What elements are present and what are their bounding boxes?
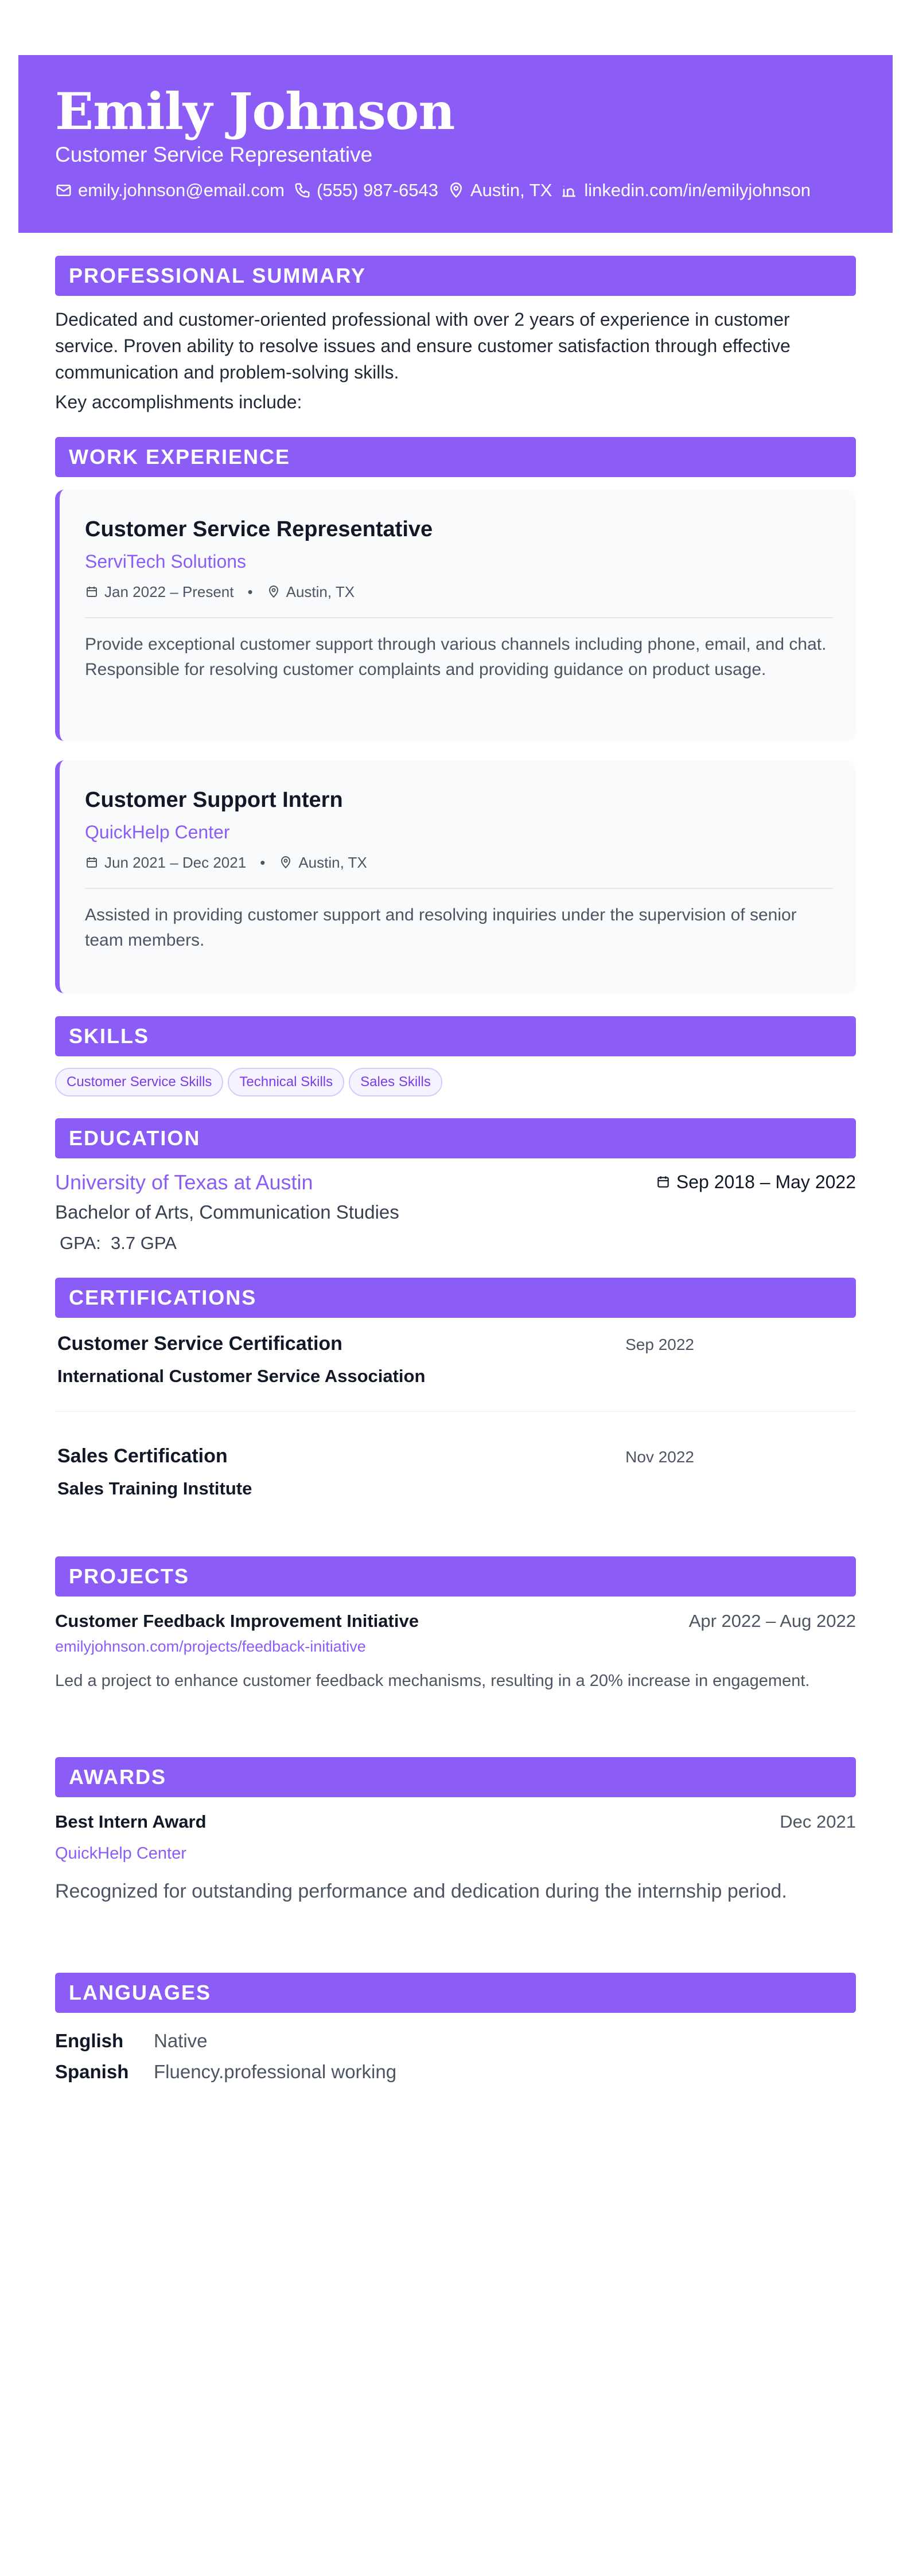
job-company: ServiTech Solutions — [85, 551, 247, 572]
project-link[interactable]: emilyjohnson.com/projects/feedback-initiative — [55, 1638, 366, 1655]
education-dates-wrap — [656, 1172, 856, 1193]
language-name: English — [55, 2030, 124, 2051]
phone-icon — [294, 182, 311, 199]
email-text: emily.johnson@email.com — [78, 180, 285, 200]
calendar-icon — [85, 856, 99, 869]
location-text: Austin, TX — [470, 180, 552, 200]
languages-list — [55, 2025, 856, 2087]
section-heading-skills: SKILLS — [55, 1016, 856, 1056]
job-location: Austin, TX — [298, 854, 367, 871]
calendar-icon — [656, 1174, 671, 1189]
certification-divider — [55, 1411, 856, 1412]
award-organization: QuickHelp Center — [55, 1844, 186, 1863]
job-card — [55, 760, 856, 993]
contact-email[interactable] — [55, 179, 285, 202]
calendar-icon — [85, 585, 99, 599]
certification-date: Nov 2022 — [625, 1448, 694, 1466]
gpa-value: 3.7 GPA — [111, 1233, 177, 1253]
project-dates: Apr 2022 – Aug 2022 — [688, 1611, 856, 1631]
job-divider — [85, 617, 833, 618]
skill-tag: Technical Skills — [228, 1068, 344, 1096]
certification-name: Customer Service Certification — [57, 1333, 342, 1355]
job-dates: Jan 2022 – Present — [104, 583, 234, 600]
certification-name: Sales Certification — [57, 1445, 228, 1467]
separator-dot: • — [247, 583, 253, 600]
language-level: Fluency.professional working — [154, 2061, 397, 2082]
award-entry — [55, 1810, 856, 1905]
resume-content — [55, 256, 856, 2087]
job-role: Customer Service Representative — [85, 517, 433, 541]
skills-list — [55, 1068, 856, 1096]
section-heading-projects: PROJECTS — [55, 1556, 856, 1597]
certification-entry — [55, 1330, 856, 1389]
job-meta — [85, 581, 833, 602]
job-card — [55, 490, 856, 741]
job-description: Provide exceptional customer support through various channels including phone, email, and chat. Responsible for resolving customer complaints and providing guidance on product usage. — [85, 635, 827, 679]
gpa-label: GPA: — [60, 1233, 101, 1253]
summary-section — [55, 306, 856, 415]
map-pin-icon — [279, 856, 293, 869]
certification-issuer: Sales Training Institute — [57, 1478, 252, 1498]
language-row — [55, 2025, 856, 2056]
separator-dot: • — [260, 854, 266, 871]
map-pin-icon — [447, 182, 465, 199]
section-heading-summary: PROFESSIONAL SUMMARY — [55, 256, 856, 296]
resume-header — [18, 55, 893, 233]
phone-text: (555) 987-6543 — [316, 180, 438, 200]
skill-tag: Customer Service Skills — [55, 1068, 223, 1096]
language-row — [55, 2056, 856, 2087]
accomplishments-label: Key accomplishments include: — [55, 392, 302, 412]
job-meta — [85, 852, 833, 873]
linkedin-icon — [561, 182, 578, 199]
project-description: Led a project to enhance customer feedback mechanisms, resulting in a 20% increase in engagement. — [55, 1672, 810, 1690]
summary-text: Dedicated and customer-oriented professional with over 2 years of experience in customer service. Proven ability to resolve issues and ensure customer satisfaction through effective communication and problem-solving skills. — [55, 309, 791, 383]
linkedin-text: linkedin.com/in/emilyjohnson — [584, 180, 811, 200]
candidate-title: Customer Service Representative — [55, 143, 373, 166]
education-entry — [55, 1169, 856, 1256]
candidate-name: Emily Johnson — [55, 81, 455, 141]
job-dates: Jun 2021 – Dec 2021 — [104, 854, 247, 871]
job-description: Assisted in providing customer support and resolving inquiries under the supervision of senior team members. — [85, 905, 797, 950]
contact-linkedin[interactable] — [561, 179, 811, 202]
award-date: Dec 2021 — [780, 1812, 856, 1832]
job-divider — [85, 888, 833, 889]
job-company: QuickHelp Center — [85, 822, 230, 842]
skill-tag: Sales Skills — [349, 1068, 442, 1096]
certification-entry — [55, 1443, 856, 1501]
education-gpa — [60, 1231, 856, 1256]
education-degree: Bachelor of Arts, Communication Studies — [55, 1201, 399, 1223]
project-name: Customer Feedback Improvement Initiative — [55, 1611, 419, 1631]
award-name: Best Intern Award — [55, 1812, 207, 1832]
education-school: University of Texas at Austin — [55, 1170, 313, 1194]
certification-date: Sep 2022 — [625, 1336, 694, 1353]
contact-bar — [55, 179, 856, 202]
education-dates: Sep 2018 – May 2022 — [676, 1171, 856, 1192]
section-heading-languages: LANGUAGES — [55, 1973, 856, 2013]
language-name: Spanish — [55, 2061, 129, 2082]
contact-phone[interactable] — [294, 179, 438, 202]
language-level: Native — [154, 2030, 208, 2051]
mail-icon — [55, 182, 72, 199]
job-role: Customer Support Intern — [85, 788, 343, 812]
award-description: Recognized for outstanding performance and dedication during the internship period. — [55, 1880, 787, 1902]
section-heading-certifications: CERTIFICATIONS — [55, 1278, 856, 1318]
certification-issuer: International Customer Service Association — [57, 1366, 426, 1386]
contact-location — [447, 179, 552, 202]
section-heading-work: WORK EXPERIENCE — [55, 437, 856, 477]
section-heading-awards: AWARDS — [55, 1757, 856, 1797]
map-pin-icon — [267, 585, 281, 599]
section-heading-education: EDUCATION — [55, 1118, 856, 1158]
project-entry — [55, 1609, 856, 1693]
job-location: Austin, TX — [286, 583, 355, 600]
